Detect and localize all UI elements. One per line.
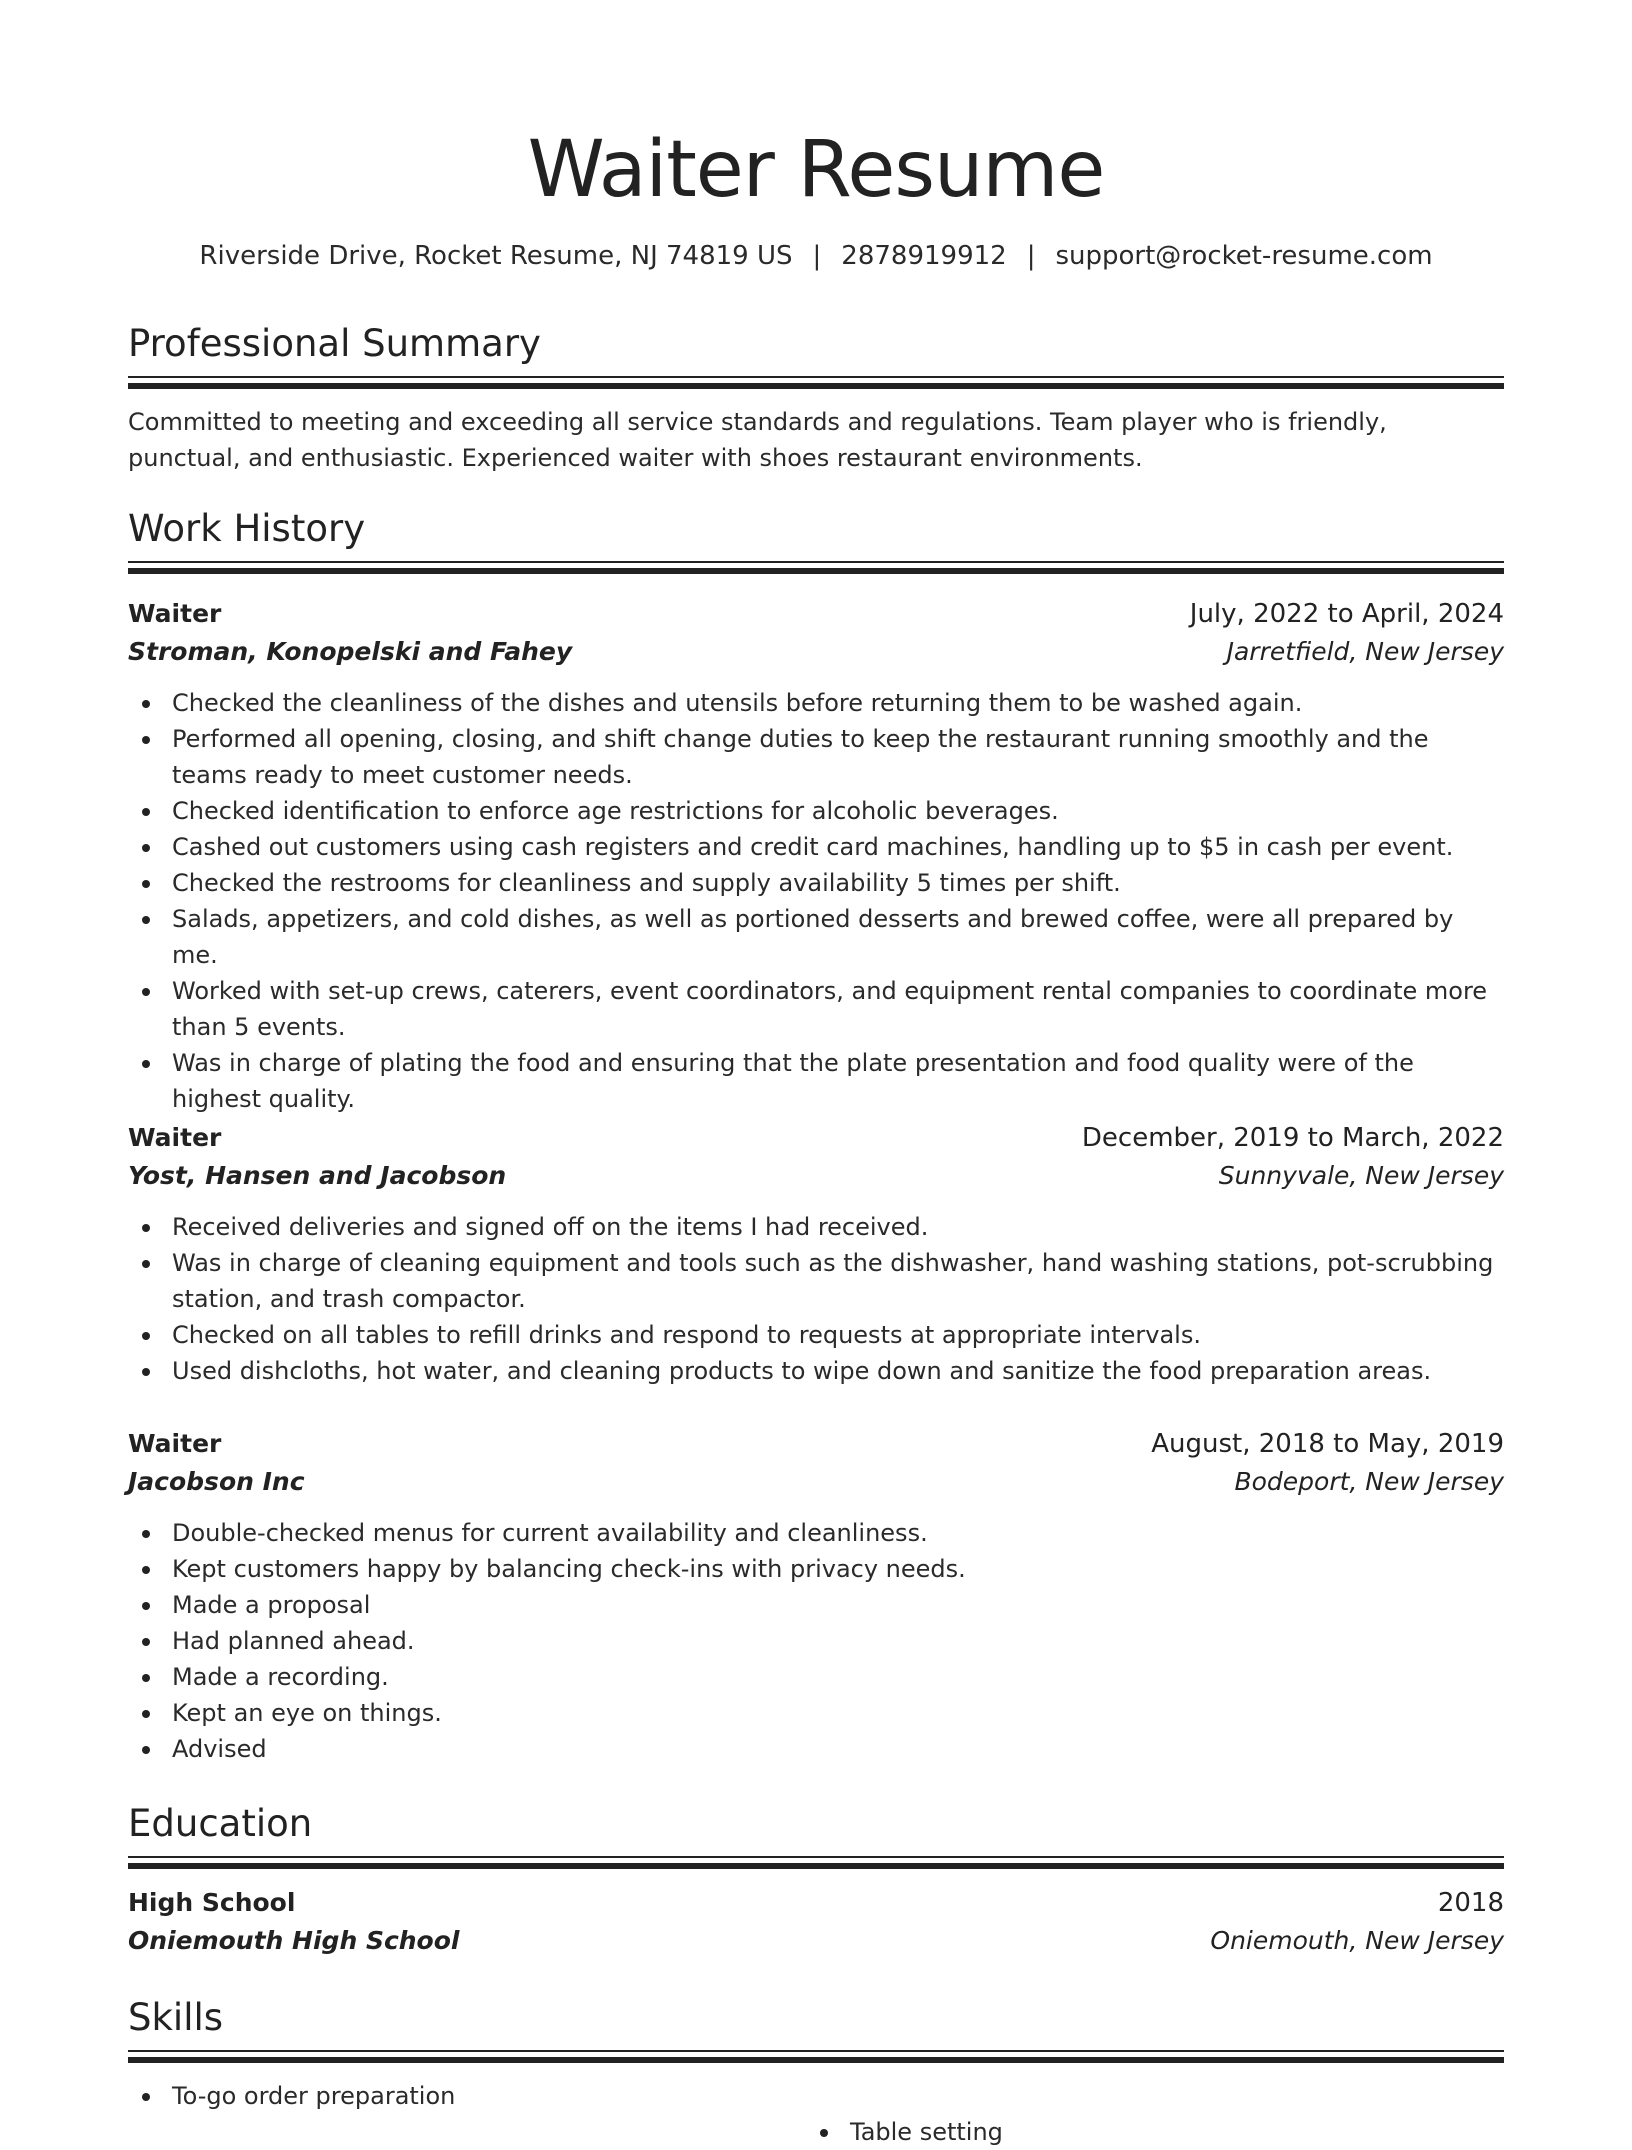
job-dates: December, 2019 to March, 2022 <box>1081 1123 1504 1153</box>
list-item: Performed all opening, closing, and shift change duties to keep the restaurant running smoothly and the teams ready to meet customer needs. <box>128 721 1504 793</box>
job-entry <box>128 1425 1504 1767</box>
section-heading: Education <box>128 1802 313 1845</box>
employer: Stroman, Konopelski and Fahey <box>128 637 573 666</box>
summary-section <box>128 320 1504 476</box>
list-item: Was in charge of plating the food and ensuring that the plate presentation and food quality were of the highest quality. <box>128 1045 1504 1117</box>
separator: | <box>812 241 822 271</box>
job-location: Bodeport, New Jersey <box>1234 1467 1504 1496</box>
section-heading: Professional Summary <box>128 322 541 365</box>
job-dates: July, 2022 to April, 2024 <box>1189 599 1504 629</box>
school-name: Oniemouth High School <box>128 1926 460 1955</box>
list-item: Used dishcloths, hot water, and cleaning products to wipe down and sanitize the food preparation areas. <box>128 1353 1504 1389</box>
address: Riverside Drive, Rocket Resume, NJ 74819 US <box>199 241 793 271</box>
section-divider <box>128 1856 1504 1870</box>
job-entry <box>128 595 1504 1117</box>
school-location: Oniemouth, New Jersey <box>1210 1926 1504 1955</box>
section-divider <box>128 561 1504 575</box>
list-item: Kept an eye on things. <box>128 1695 1504 1731</box>
work-history-section <box>128 505 1504 575</box>
list-item: Checked on all tables to refill drinks and respond to requests at appropriate intervals. <box>128 1317 1504 1353</box>
list-item: Worked with set-up crews, caterers, event coordinators, and equipment rental companies to coordinate more than 5 events. <box>128 973 1504 1045</box>
section-divider <box>128 376 1504 390</box>
email: support@rocket-resume.com <box>1055 241 1433 271</box>
list-item: Checked the restrooms for cleanliness and supply availability 5 times per shift. <box>128 865 1504 901</box>
skills-section <box>128 1994 1504 2146</box>
list-item: Checked identification to enforce age restrictions for alcoholic beverages. <box>128 793 1504 829</box>
list-item: Double-checked menus for current availability and cleanliness. <box>128 1515 1504 1551</box>
employer: Jacobson Inc <box>128 1467 305 1496</box>
list-item: Kept customers happy by balancing check-ins with privacy needs. <box>128 1551 1504 1587</box>
degree: High School <box>128 1888 296 1917</box>
list-item: Was in charge of cleaning equipment and tools such as the dishwasher, hand washing stations, pot-scrubbing station, and trash compactor. <box>128 1245 1504 1317</box>
job-duties <box>128 1515 1504 1767</box>
contact-line <box>128 238 1504 274</box>
section-heading: Work History <box>128 507 366 550</box>
job-entry <box>128 1119 1504 1389</box>
section-heading: Skills <box>128 1996 224 2039</box>
employer: Yost, Hansen and Jacobson <box>128 1161 507 1190</box>
job-location: Jarretfield, New Jersey <box>1226 637 1504 666</box>
job-location: Sunnyvale, New Jersey <box>1218 1161 1504 1190</box>
job-duties <box>128 685 1504 1117</box>
job-title: Waiter <box>128 1123 222 1152</box>
job-duties <box>128 1209 1504 1389</box>
resume-title: Waiter Resume <box>527 125 1105 215</box>
list-item: Made a recording. <box>128 1659 1504 1695</box>
list-item: Salads, appetizers, and cold dishes, as well as portioned desserts and brewed coffee, were all prepared by me. <box>128 901 1504 973</box>
phone: 2878919912 <box>841 241 1007 271</box>
skill-item: Table setting <box>806 2114 1632 2150</box>
job-title: Waiter <box>128 599 222 628</box>
list-item: Advised <box>128 1731 1504 1767</box>
summary-text: Committed to meeting and exceeding all service standards and regulations. Team player who is friendly, punctual, and enthusiastic. Experienced waiter with shoes restaurant environments. <box>128 408 1387 472</box>
separator: | <box>1026 241 1036 271</box>
list-item: Made a proposal <box>128 1587 1504 1623</box>
skill-item: To-go order preparation <box>128 2078 1504 2114</box>
list-item: Cashed out customers using cash registers and credit card machines, handling up to $5 in cash per event. <box>128 829 1504 865</box>
list-item: Checked the cleanliness of the dishes and utensils before returning them to be washed again. <box>128 685 1504 721</box>
skills-list <box>128 2078 1504 2146</box>
job-title: Waiter <box>128 1429 222 1458</box>
graduation-year: 2018 <box>1437 1888 1504 1918</box>
list-item: Received deliveries and signed off on the items I had received. <box>128 1209 1504 1245</box>
education-section <box>128 1800 1504 1960</box>
job-dates: August, 2018 to May, 2019 <box>1151 1429 1504 1459</box>
section-divider <box>128 2050 1504 2064</box>
list-item: Had planned ahead. <box>128 1623 1504 1659</box>
